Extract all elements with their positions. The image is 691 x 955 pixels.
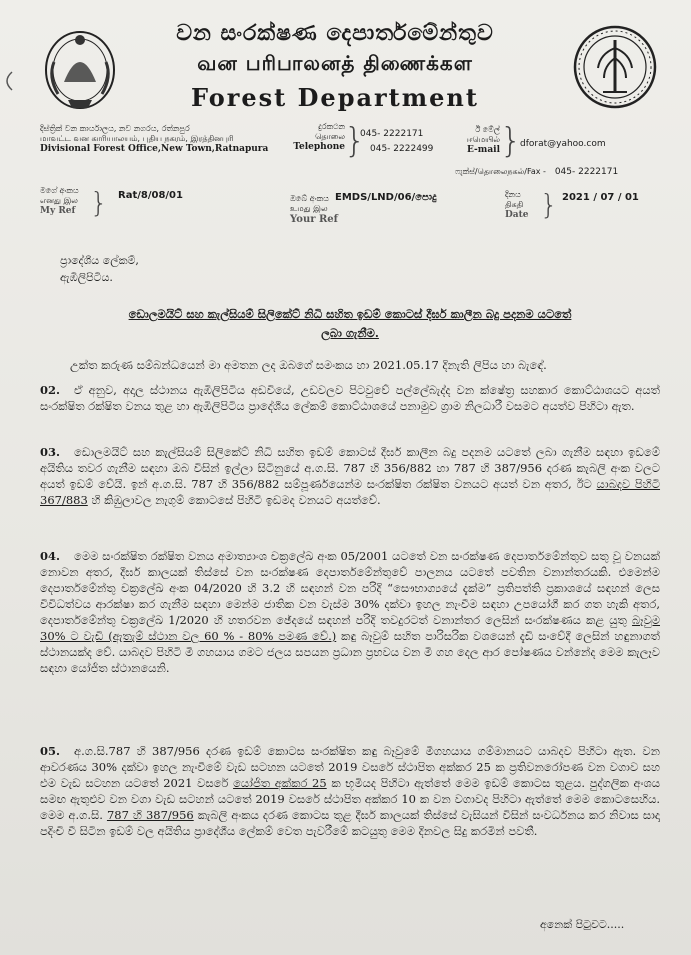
paragraph-text: ඩොලමයිට් සහ කැල්සියම් සිලිකේට් නිධි සහිත ඉඩම් කොටස් දීර්ඝ කාලීන බදු පදනම යටතේ ලබා ගැනීම සඳහා ඉඩමේ අයිතිය තවර ගැනීම සඳහා ඔබ විසින් ඉල්ලා සිටිනුයේ අ.ග.සි. 787 හි 356/882 හා 787 හි 387/956 දරණ කැබලි අංක වලට අයත් ඉඩම් වේයි. ඉන් අ.ග.සි. 787 හි 356/882 සම්පූර්ණයෙන්ම සංරක්ෂිත රක්ෂිත වනයට අයත් වන අතර, ඊට — [40, 445, 660, 491]
recipient — [60, 252, 139, 286]
brace-glyph: } — [90, 186, 108, 219]
phone-label — [285, 122, 345, 152]
my-ref-label-english: My Ref — [40, 206, 76, 216]
address-english: Divisional Forest Office,New Town,Ratnapura — [40, 144, 269, 154]
paragraph-text: අ.ග.සි.787 හි 387/956 දරණ ඉඩම් කොටස සංරක්ෂිත කඳු බෑවුමේ මීගහයාය ගම්මානයට යාබදව පිහිටා ඇත. වන ආවරණය 30% දක්වා ඉහල නැංවීමේ වැඩ සටහන යටතේ 2019 වසරේ ස්ථාපිත අක්කර 25 ක ප්‍රතිවනරෝපණ වන වගාව සහ එම වැඩ සටහන යටතේ 2021 වසරේ — [40, 744, 660, 790]
paragraph-04 — [40, 548, 660, 676]
paragraph-number: 05. — [40, 744, 61, 758]
date-label-tamil: திகதி — [505, 200, 524, 209]
my-ref-label — [40, 186, 79, 216]
recipient-line-2: ඇඹිලිපිටිය. — [60, 271, 113, 284]
date-label-english: Date — [505, 210, 529, 220]
paragraph-text: හි කිඹුලාවල නැගුම් කොටසේ පිහිටි ඉඩමද වනයට අයත්වේ. — [91, 493, 381, 507]
underlined-text: යෝජිත අක්කර 25 — [233, 776, 327, 790]
paragraph-text: ඒ අනුව, අදාල ස්ථානය ඇඹිලිපිටිය අඩවියේ, උඩවලව පිටවුවේ පල්ලේබැද්ද වන ක්ෂේත්‍ර සහකාර කොට්ඨාශයට අයත් සංරක්ෂිත රක්ෂිත වනය තුළ හා ඇඹිලිපිටිය ප්‍රාදේශීය ලේකම් කොට්ඨාශයේ පනාමුව ග්‍රාම නිලධාරී වසමට අයත්ව පිහිටා ඇත. — [40, 383, 660, 413]
brace-glyph: } — [344, 121, 366, 161]
paragraph-number: 02. — [40, 383, 61, 397]
subject-line-2: ලබා ගැනීම. — [321, 326, 379, 340]
your-ref-label-english: Your Ref — [290, 214, 338, 225]
phone-numbers — [360, 127, 433, 157]
your-ref-value: EMDS/LND/06/පොදු — [335, 192, 437, 203]
brace-glyph: } — [540, 188, 558, 221]
paragraph-number: 03. — [40, 445, 61, 459]
paragraph-text: ක භූමියද පිහිටා ඇත්තේ මෙම ඉඩම් කොටස තුළය. පුද්ගලික අංශය සමඟ ඇතුළුව වන වගා වැඩ සටහන් යටතේ 2019 වසරේ ස්ථාපිත අක්කර 10 ක වන වගාවද පිහිටා ඇත්තේ මෙම කොටසෙහිය. මෙම අ.ග.සි. — [40, 776, 660, 822]
brace-glyph: } — [500, 121, 522, 161]
address-tamil: மாவட்ட வன காரியாலயம், புதிய நகரம், இரத்தினபுரி — [40, 134, 234, 143]
date-label-sinhala: දිනය — [505, 190, 521, 199]
title-sinhala: වන සංරක්ෂණ දෙපාර්තමේන්තුව — [176, 20, 494, 46]
date-value: 2021 / 07 / 01 — [562, 192, 639, 203]
your-ref-label-tamil: உமது இல — [290, 204, 328, 213]
email-label-tamil: ஈமெயில் — [466, 135, 500, 144]
your-ref-label — [290, 194, 338, 225]
office-address — [40, 124, 280, 154]
paragraph-02 — [40, 382, 660, 414]
fax-label: ෆැක්ස්/தொலைநகல்/Fax - — [455, 167, 546, 176]
punch-hole-mark — [0, 70, 14, 92]
forest-department-seal-icon — [570, 22, 660, 112]
paragraph-text: කඳු බෑවුම් සහිත පාරිසරික වශයෙන් දැඩි සංවේදී ලෙසින් හඳුනාගත් ස්ථානයක්ද වේ. යාබදව පිහිටි මී ගහයාය ගමට ජලය සපයන ප්‍රධාන ප්‍රභවය වන මී ගහ දෙල ආර පෝෂණය වන්නේද මෙම කැලෑව සඳහා යෝජිත ස්ථානයෙනි. — [40, 629, 660, 675]
fax-number: 045- 2222171 — [554, 167, 619, 177]
email-label-english: E-mail — [467, 145, 500, 155]
email-label-sinhala: ඊ මේල් — [475, 125, 500, 134]
my-ref-label-sinhala: මගේ අංකය — [40, 186, 79, 195]
phone-1: 045- 2222171 — [360, 129, 424, 139]
my-ref-value: Rat/8/08/01 — [118, 190, 183, 201]
phone-label-sinhala: දුරකථන — [318, 122, 345, 131]
underlined-text: 787 හි 387/956 — [106, 808, 194, 822]
paragraph-number: 04. — [40, 549, 61, 563]
email-label — [455, 125, 500, 155]
intro-paragraph: උක්ත කරුණ සම්බන්ධයෙන් මා අමතන ලද ඔබගේ සමංකය හා 2021.05.17 දිනැති ලිපිය හා බැඳේ. — [70, 358, 547, 372]
my-ref-label-tamil: எனது இல — [40, 196, 78, 205]
email-address: dforat@yahoo.com — [520, 139, 606, 149]
paragraph-05 — [40, 743, 660, 839]
address-sinhala: දිස්ත්‍රික් වන කාර්යාලය, නව නගරය, රත්නපුර — [40, 124, 190, 133]
underlined-text: යාබදව පිහිටි 367/883 — [40, 477, 661, 507]
recipient-line-1: ප්‍රාදේශීය ලේකම්, — [60, 254, 139, 267]
underlined-text: බෑවුම 30% ට වැඩි (ඇතැම් ස්ථාන වල 60 % - 80% පමණ වේ.) — [40, 613, 660, 643]
subject-line-1: ඩොලමයිට් සහ කැල්සියම් සිලිකේට් නිධි සහිත ඉඩම් කොටස් දීර්ඝ කාලීන බදු පදනම යටතේ — [128, 307, 572, 321]
subject — [90, 305, 610, 343]
title-tamil: வன பரிபாலனத் திணைக்கள — [197, 51, 473, 75]
continued-overleaf: අනෙක් පිටුවට..... — [540, 918, 625, 931]
paragraph-text: මෙම සංරක්ෂිත රක්ෂිත වනය අමාත්‍යාංශ චක්‍රලේඛ අංක 05/2001 යටතේ වන සංරක්ෂණ දෙපාර්තමේන්තුව සතු වූ වනයක් නොවන අතර, දීර්ඝ කාලයක් තිස්සේ වන සංරක්ෂණ දෙපාර්තමේන්තුවේ පාලනය යටතේ පවතින වනාන්තරයකි. එමෙන්ම දෙපාර්තමේන්තු චක්‍රලේඛ අංක 04/2020 හි 3.2 හි සඳහන් වන පරිදි “සෞභාග්‍යයේ දැක්ම” ප්‍රතිපත්ති ප්‍රකාශයේ සඳහන් ලෙස විවිධත්වය ආරක්ෂා කර ගැනීම සඳහා මෙන්ම ජාතික වන වැස්ම 30% දක්වා ඉහල නැංවීම සඳහා උපයෝගී කර ගත හැකි අතර, දෙපාර්තමේන්තු චක්‍රලේඛ 1/2020 හි හතරවන ඡේදයේ සඳහන් පරිදි තවදුරටත් වනාන්තර ලෙසින් සංරක්ෂණය කළ යුතු — [40, 549, 660, 627]
phone-label-tamil: தொலை — [315, 132, 345, 141]
paragraph-text: කැබලි අංකය දරණ කොටස තුළ දීර්ඝ කාලයක් තිස්සේ වැසියන් විසින් සංවර්ධනය කර නිවාස සාදා පදිංචි වී සිටින ඉඩම් වල අයිතිය ප්‍රාදේශීය ලේකම් වෙත පැවරීමේ කටයුතු මෙම දිනවල සිදු කරමින් පවතී. — [40, 808, 660, 838]
paragraph-03 — [40, 444, 660, 508]
your-ref-label-sinhala: ඔබේ අංකය — [290, 194, 329, 203]
phone-label-english: Telephone — [293, 142, 345, 152]
sri-lanka-emblem-icon — [40, 22, 120, 112]
title-english: Forest Department — [191, 83, 479, 112]
fax-line — [455, 167, 618, 177]
phone-2: 045- 2222499 — [370, 144, 434, 154]
date-label — [505, 190, 529, 220]
